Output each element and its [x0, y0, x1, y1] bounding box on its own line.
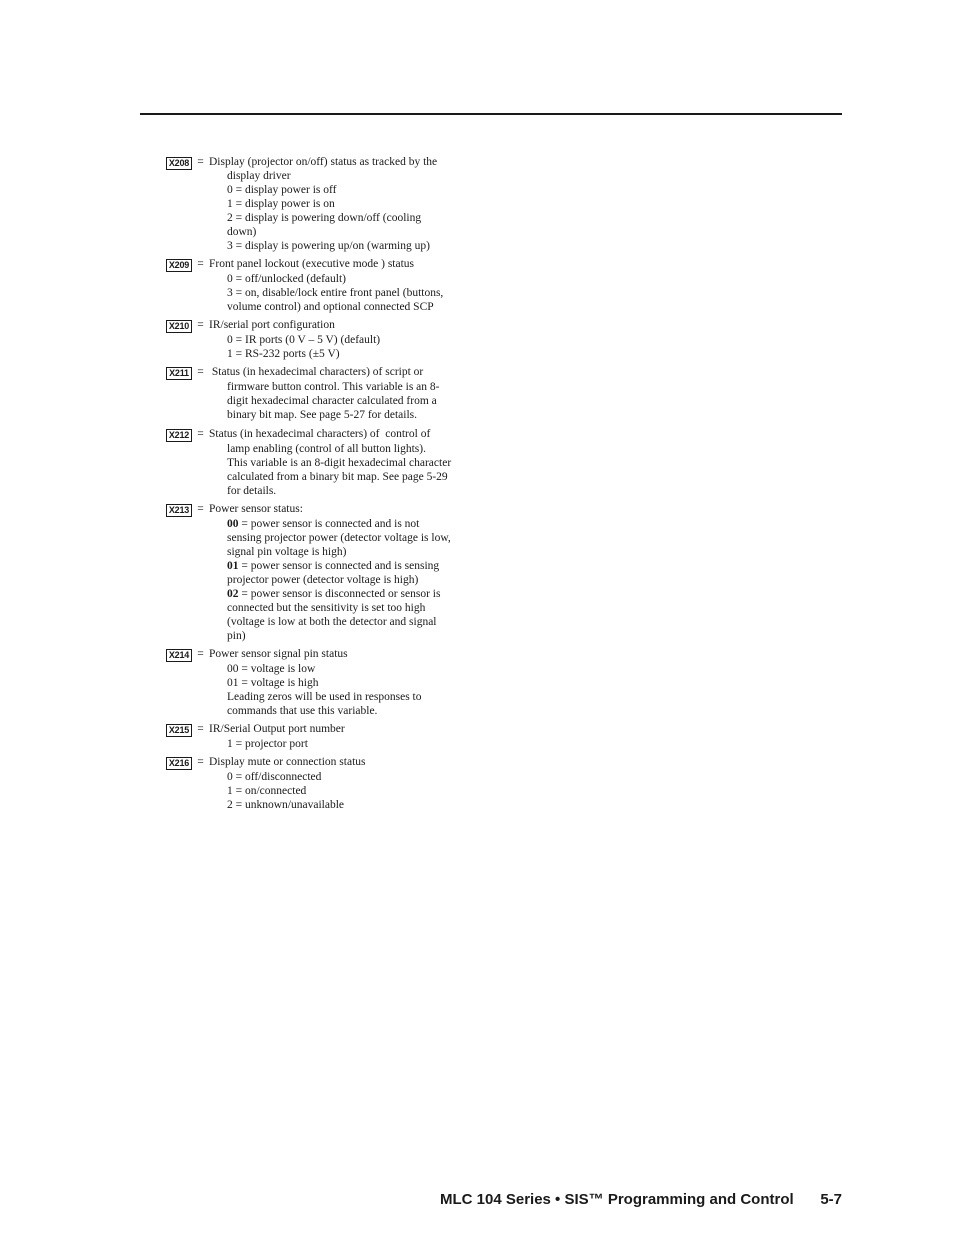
equals-sign: =	[197, 723, 204, 735]
variable-description: Status (in hexadecimal characters) of control of	[209, 428, 431, 440]
footer-title: MLC 104 Series • SIS™ Programming and Control	[440, 1191, 794, 1208]
value-line: firmware button control. This variable is an 8-	[227, 381, 440, 393]
status-text: = power sensor is connected and is sensing	[238, 560, 440, 572]
description-lead: Display (projector on/off) status as tracked by the	[209, 156, 438, 168]
variable-entry-x212	[166, 427, 486, 498]
status-text: = power sensor is disconnected or sensor is	[238, 588, 441, 600]
status-code: 01	[227, 560, 239, 572]
value-line: 3 = display is powering up/on (warming up)	[227, 240, 430, 252]
value-line: 1 = RS-232 ports (±5 V)	[227, 348, 340, 360]
variable-entry-x209	[166, 257, 486, 314]
value-line: 0 = off/unlocked (default)	[227, 273, 346, 285]
equals-sign: =	[197, 648, 204, 660]
variable-list	[166, 155, 486, 816]
variable-entry-x208	[166, 155, 486, 253]
value-line: 0 = IR ports (0 V – 5 V) (default)	[227, 334, 381, 346]
value-line: (voltage is low at both the detector and signal	[227, 616, 437, 628]
equals-sign: =	[197, 258, 204, 270]
page-footer	[440, 1190, 842, 1210]
value-line: 1 = projector port	[227, 738, 308, 750]
variable-entry-x211	[166, 365, 486, 422]
variable-tag: X212	[166, 429, 192, 442]
value-line: 0 = off/disconnected	[227, 771, 322, 783]
variable-tag: X213	[166, 504, 192, 517]
variable-entry-x213	[166, 502, 486, 643]
value-line: sensing projector power (detector voltage is low,	[227, 532, 451, 544]
variable-entry-x214	[166, 647, 486, 718]
variable-entry-x215	[166, 722, 486, 751]
value-line: 1 = display power is on	[227, 198, 335, 210]
variable-tag: X216	[166, 757, 192, 770]
variable-tag: X214	[166, 649, 192, 662]
variable-entry-x216	[166, 755, 486, 812]
variable-tag: X210	[166, 320, 192, 333]
value-line: commands that use this variable.	[227, 705, 378, 717]
value-line: calculated from a binary bit map. See page 5-29	[227, 471, 448, 483]
variable-tag: X215	[166, 724, 192, 737]
value-line	[227, 517, 486, 531]
value-line: 01 = voltage is high	[227, 677, 319, 689]
equals-sign: =	[197, 503, 204, 515]
value-line	[227, 587, 486, 601]
variable-tag: X208	[166, 157, 192, 170]
value-line	[227, 559, 486, 573]
value-line: digit hexadecimal character calculated from a	[227, 395, 437, 407]
variable-entry-x210	[166, 318, 486, 361]
equals-sign: =	[197, 319, 204, 331]
variable-description: Front panel lockout (executive mode ) status	[209, 258, 415, 270]
equals-sign: =	[197, 428, 204, 440]
value-line: connected but the sensitivity is set too high	[227, 602, 426, 614]
value-line: 00 = voltage is low	[227, 663, 316, 675]
value-line: for details.	[227, 485, 277, 497]
variable-description: Display mute or connection status	[209, 756, 366, 768]
value-line: This variable is an 8-digit hexadecimal character	[227, 457, 452, 469]
value-line: 2 = display is powering down/off (cooling	[227, 212, 422, 224]
value-line: projector power (detector voltage is high)	[227, 574, 419, 586]
value-line: pin)	[227, 630, 246, 642]
header-rule	[140, 113, 842, 115]
variable-description: IR/serial port configuration	[209, 319, 335, 331]
value-line: Leading zeros will be used in responses to	[227, 691, 422, 703]
variable-tag: X211	[166, 367, 192, 380]
value-line: 0 = display power is off	[227, 184, 337, 196]
equals-sign: =	[197, 366, 204, 378]
value-line: lamp enabling (control of all button lights).	[227, 443, 426, 455]
description-continuation: display driver	[227, 170, 291, 182]
equals-sign: =	[197, 156, 204, 168]
value-line: binary bit map. See page 5-27 for details.	[227, 409, 418, 421]
variable-description: Power sensor status:	[209, 503, 303, 515]
variable-description: Power sensor signal pin status	[209, 648, 348, 660]
variable-tag: X209	[166, 259, 192, 272]
status-code: 00	[227, 518, 239, 530]
page-number: 5-7	[820, 1191, 842, 1208]
value-line: signal pin voltage is high)	[227, 546, 347, 558]
status-code: 02	[227, 588, 239, 600]
value-line: 1 = on/connected	[227, 785, 307, 797]
value-line: 3 = on, disable/lock entire front panel (buttons,	[227, 287, 444, 299]
value-line: volume control) and optional connected SCP	[227, 301, 434, 313]
status-text: = power sensor is connected and is not	[238, 518, 420, 530]
variable-description	[209, 155, 479, 183]
variable-description: IR/Serial Output port number	[209, 723, 345, 735]
equals-sign: =	[197, 756, 204, 768]
value-line: down)	[227, 226, 257, 238]
value-line: 2 = unknown/unavailable	[227, 799, 344, 811]
variable-description: Status (in hexadecimal characters) of script or	[209, 366, 424, 378]
